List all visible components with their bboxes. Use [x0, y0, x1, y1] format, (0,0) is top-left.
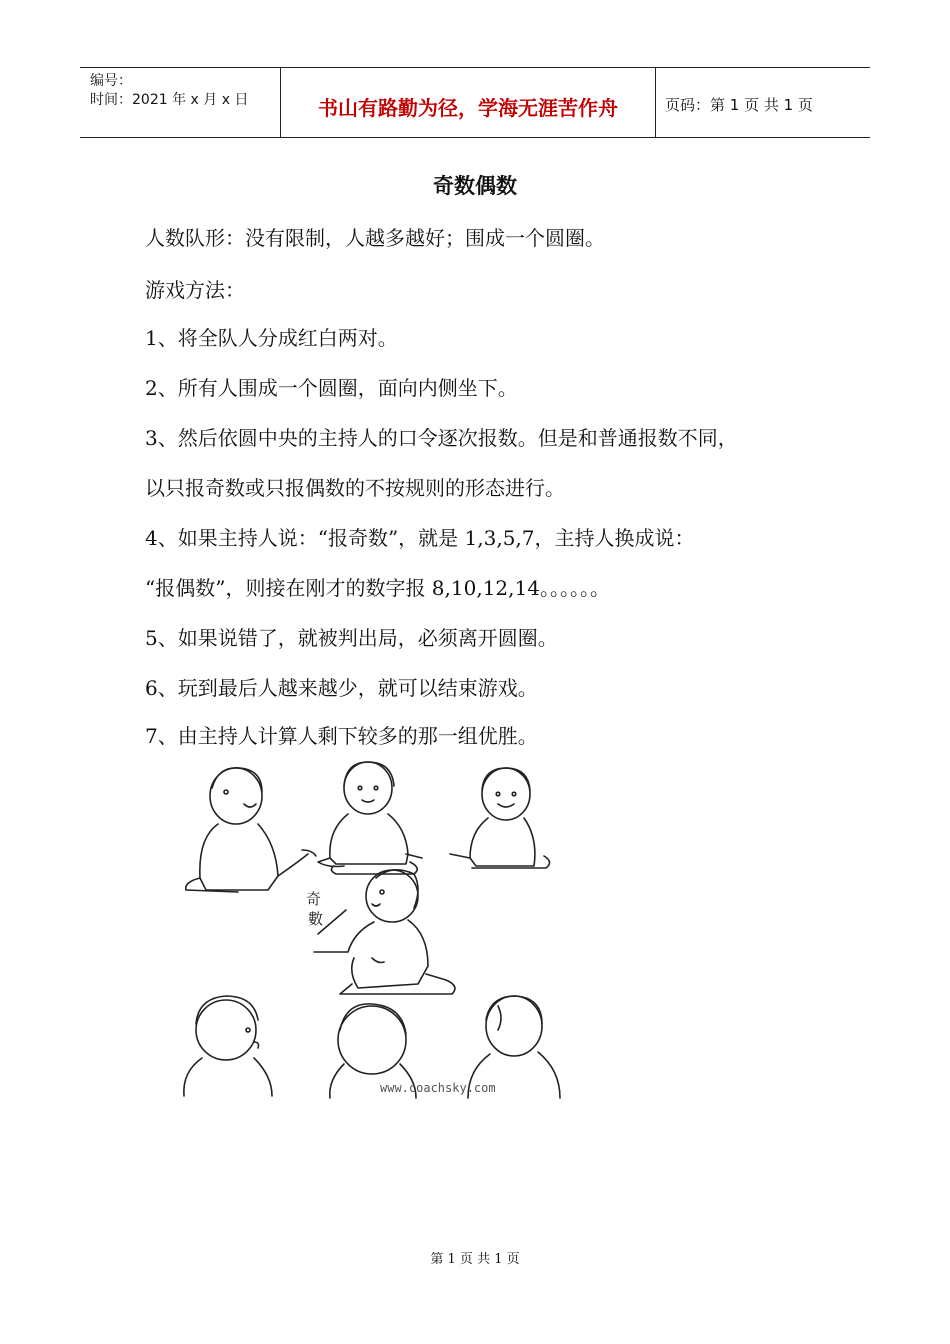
child-figure-top-left: [186, 768, 316, 892]
paragraph-step-6: 6、玩到最后人越来越少，就可以结束游戏。: [145, 676, 538, 700]
child-figure-bottom-left: [184, 996, 272, 1096]
leader-figure-center: [314, 870, 455, 994]
header-motto-cell: [280, 68, 656, 137]
child-figure-top-right: [450, 768, 550, 868]
paragraph-step-7: 7、由主持人计算人剩下较多的那一组优胜。: [145, 724, 538, 748]
paragraph-step-4: 4、如果主持人说：“报奇数”，就是 1,3,5,7，主持人换成说：: [145, 526, 695, 550]
time-label: 时间：2021 年 x 月 x 日: [90, 92, 249, 108]
game-illustration: [178, 758, 598, 1108]
number-label: 编号：: [90, 73, 132, 89]
paragraph-step-3-cont: 以只报奇数或只报偶数的不按规则的形态进行。: [145, 476, 565, 500]
paragraph-step-1: 1、将全队人分成红白两对。: [145, 326, 398, 350]
header-meta-cell: [80, 68, 280, 137]
paragraph-step-5: 5、如果说错了，就被判出局，必须离开圆圈。: [145, 626, 558, 650]
speech-text-number: 數: [308, 910, 324, 928]
page-info: 页码：第 1 页 共 1 页: [665, 96, 813, 114]
paragraph-step-3: 3、然后依圆中央的主持人的口令逐次报数。但是和普通报数不同，: [145, 426, 738, 450]
page-title: 奇数偶数: [433, 174, 517, 198]
header-table: [80, 67, 870, 138]
watermark: www.coachsky.com: [380, 1081, 496, 1095]
speech-text-odd: 奇: [306, 890, 322, 908]
paragraph-step-4-cont: “报偶数”，则接在刚才的数字报 8,10,12,14。。。。。。: [145, 576, 610, 600]
page-footer: 第 1 页 共 1 页: [430, 1252, 520, 1267]
header-page-cell: [655, 68, 870, 137]
child-figure-top-middle: [318, 762, 422, 874]
paragraph-step-2: 2、所有人围成一个圆圈，面向内侧坐下。: [145, 376, 518, 400]
motto: 书山有路勤为径，学海无涯苦作舟: [318, 96, 618, 120]
paragraph-formation: 人数队形：没有限制，人越多越好；围成一个圆圈。: [145, 226, 605, 250]
paragraph-method-heading: 游戏方法：: [145, 278, 245, 302]
